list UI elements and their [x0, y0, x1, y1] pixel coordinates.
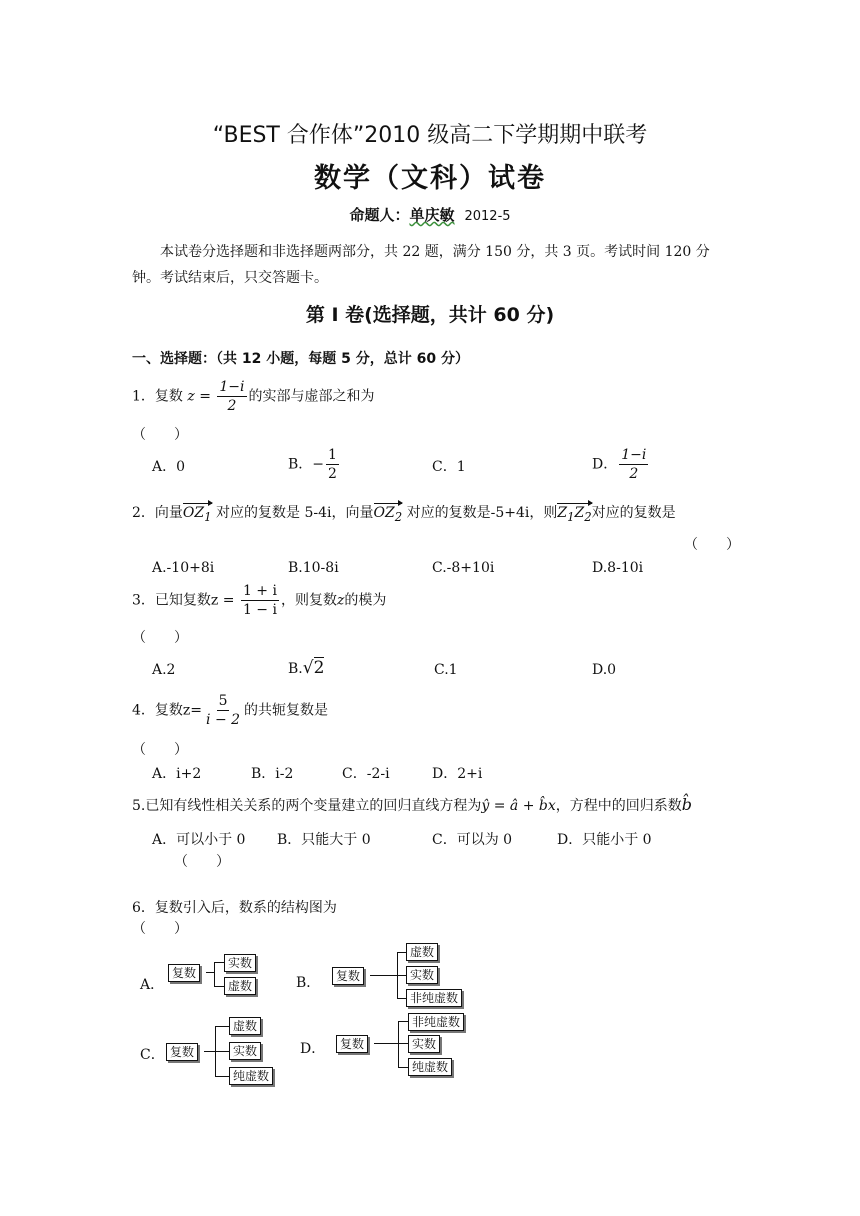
exam-date: 2012-5 [464, 209, 511, 224]
q1-answer-paren: （ ） [132, 427, 188, 443]
diagram-d-branch [398, 1043, 408, 1044]
diagram-b-branch [397, 998, 406, 999]
exam-title: “BEST 合作体”2010 级高二下学期期中联考 [212, 123, 648, 148]
q3-b-radicand: 2 [313, 658, 325, 678]
diagram-c-item-3: 纯虚数 [229, 1067, 273, 1085]
sqrt-icon: √ [302, 658, 314, 678]
q4-frac-num: 5 [218, 693, 228, 709]
q1-frac-den: 2 [227, 398, 237, 414]
q1-b-num: 1 [328, 447, 337, 463]
q2-answer-paren: （ ） [684, 537, 740, 553]
q1-b-sign: − [312, 456, 325, 473]
diagram-c-branch [215, 1076, 229, 1077]
q3-b-label: B. [288, 661, 303, 677]
diagram-d-item-2: 实数 [408, 1035, 440, 1053]
q5-text2: ，方程中的回归系数 [555, 798, 682, 814]
q2-vector-oz2: $OZ_2$ [373, 505, 403, 524]
section-title: 一、选择题：（共 12 小题，每题 5 分，总计 60 分） [132, 351, 469, 367]
diagram-d-root: 复数 [336, 1035, 368, 1053]
q6-option-b-label: B． [296, 975, 321, 991]
q4-fraction [204, 692, 242, 729]
diagram-d-item-3: 纯虚数 [408, 1058, 452, 1076]
question-2-stem [132, 502, 676, 525]
question-5-stem [132, 795, 692, 815]
diagram-c-root: 复数 [166, 1043, 198, 1061]
q5-equation: ŷ = â + b̂x [481, 798, 556, 814]
diagram-a-item-1: 实数 [224, 954, 256, 972]
q1-fraction [217, 378, 246, 415]
q3-option-a: A.2 [152, 662, 176, 678]
diagram-a-branch [214, 962, 224, 963]
diagram-b-branch [397, 975, 406, 976]
q6-option-a-label: A． [140, 977, 165, 993]
q2-suffix: 对应的复数是 [591, 505, 676, 521]
q6-answer-paren: （ ） [132, 921, 188, 937]
q5-option-a: A．可以小于 0 [152, 832, 246, 848]
q1-d-fraction [619, 446, 648, 483]
diagram-d-bracket [398, 1021, 399, 1067]
q1-b-den: 2 [328, 466, 337, 482]
question-4-stem [132, 692, 328, 729]
q2-option-b: B.10-8i [288, 560, 339, 576]
diagram-b-item-2: 实数 [406, 966, 438, 984]
diagram-b-item-1: 虚数 [406, 943, 438, 961]
q4-frac-den: i − 2 [206, 712, 241, 728]
q1-d-label: D． [592, 456, 618, 473]
author-line [0, 204, 860, 225]
q2-vector-oz1: $OZ_1$ [182, 505, 212, 524]
question-3-stem [132, 582, 386, 619]
q5-bhat: b̂ [681, 795, 692, 814]
q1-option-c: C．1 [432, 459, 466, 475]
q3-prefix: 3．已知复数 [132, 592, 211, 609]
q3-z-eq: z = [210, 592, 235, 609]
q1-frac-num: 1−i [219, 379, 245, 395]
diagram-b-item-3: 非纯虚数 [406, 989, 462, 1007]
diagram-a-root: 复数 [168, 964, 200, 982]
q4-option-a: A．i+2 [152, 766, 202, 782]
diagram-b-branch [397, 952, 406, 953]
exam-subject: 数学（文科）试卷 [314, 163, 546, 194]
diagram-b-connector [370, 975, 397, 976]
q4-suffix: 的共轭复数是 [244, 702, 329, 719]
author-name: 单庆敏 [409, 206, 455, 224]
intro-paragraph: 本试卷分选择题和非选择题两部分，共 22 题，满分 150 分，共 3 页。考试时间 120 分钟。考试结束后，只交答题卡。 [132, 244, 710, 286]
diagram-a-bracket [214, 962, 215, 986]
q2-mid1: 对应的复数是 5-4i，向量 [216, 505, 374, 521]
q1-d-den: 2 [629, 466, 639, 482]
q3-suffix2: 的模为 [344, 592, 387, 609]
q3-answer-paren: （ ） [132, 630, 188, 646]
q2-prefix: 2．向量 [132, 505, 183, 521]
q1-option-d [592, 446, 650, 483]
q3-option-d: D.0 [592, 662, 617, 678]
diagram-d-branch [398, 1067, 408, 1068]
diagram-c-item-2: 实数 [229, 1042, 261, 1060]
q2-vector-z1z2: $Z_1Z_2$ [557, 505, 592, 524]
q5-option-b: B．只能大于 0 [277, 832, 371, 848]
q3-fraction [241, 582, 279, 619]
q3-frac-den: 1 − i [242, 602, 277, 618]
question-6-stem: 6．复数引入后，数系的结构图为 [132, 900, 337, 916]
q2-mid2: 对应的复数是-5+4i，则 [406, 505, 558, 521]
q4-option-b: B．i-2 [251, 766, 294, 782]
q4-answer-paren: （ ） [132, 742, 188, 758]
diagram-c-connector [204, 1051, 215, 1052]
diagram-d-item-1: 非纯虚数 [408, 1013, 464, 1031]
q2-option-a: A.-10+8i [152, 560, 215, 576]
q4-option-c: C．-2-i [342, 766, 390, 782]
q1-b-label: B． [288, 456, 313, 473]
q1-d-num: 1−i [621, 447, 647, 463]
volume-title: 第 I 卷(选择题，共计 60 分) [305, 304, 555, 326]
author-label: 命题人： [349, 206, 410, 224]
diagram-d-connector [374, 1043, 398, 1044]
diagram-d-branch [398, 1021, 408, 1022]
diagram-c-item-1: 虚数 [229, 1017, 261, 1035]
q2-option-c: C.-8+10i [432, 560, 495, 576]
diagram-a-connector [206, 972, 214, 973]
q3-option-b [288, 658, 324, 678]
q1-z-eq: z = [187, 388, 211, 405]
diagram-a-branch [214, 986, 224, 987]
diagram-c-branch [215, 1026, 229, 1027]
diagram-a-item-2: 虚数 [224, 977, 256, 995]
q6-option-c-label: C． [140, 1047, 165, 1063]
q3-z: z [336, 592, 345, 609]
q5-answer-paren: （ ） [174, 854, 230, 870]
diagram-b-root: 复数 [332, 967, 364, 985]
q6-option-d-label: D． [300, 1041, 326, 1057]
q5-text: 5.已知有线性相关关系的两个变量建立的回归直线方程为 [132, 798, 482, 814]
q5-option-d: D．只能小于 0 [557, 832, 652, 848]
q1-option-b [288, 446, 341, 483]
question-1-stem [132, 378, 375, 415]
q1-option-a: A．0 [152, 459, 186, 475]
q4-option-d: D．2+i [432, 766, 483, 782]
q4-prefix: 4．复数z= [132, 702, 203, 719]
q3-option-c: C.1 [434, 662, 458, 678]
q2-option-d: D.8-10i [592, 560, 644, 576]
q1-prefix: 1．复数 [132, 388, 183, 405]
q3-frac-num: 1 + i [242, 583, 277, 599]
q1-suffix: 的实部与虚部之和为 [248, 388, 375, 405]
q1-b-fraction [326, 446, 339, 483]
q3-suffix: ，则复数 [280, 592, 337, 609]
diagram-c-branch [215, 1051, 229, 1052]
q5-option-c: C．可以为 0 [432, 832, 513, 848]
